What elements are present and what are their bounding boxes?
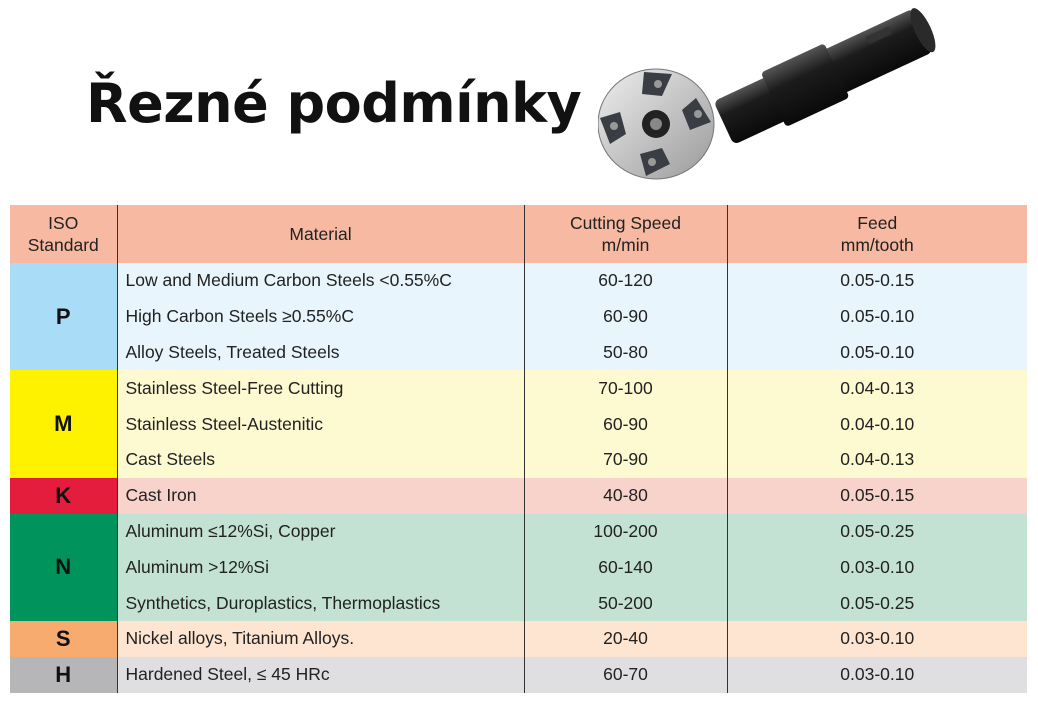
feed-cell: 0.04-0.13 bbox=[840, 377, 915, 398]
feed-cell: 0.05-0.15 bbox=[840, 485, 915, 506]
iso-group-m: M bbox=[10, 370, 117, 477]
table-header-row bbox=[10, 205, 1027, 263]
material-cell: Aluminum >12%Si bbox=[117, 549, 524, 585]
cutter-head bbox=[598, 69, 714, 179]
feed-cell: 0.05-0.25 bbox=[840, 592, 915, 613]
table-row bbox=[10, 621, 1027, 657]
iso-group-k: K bbox=[10, 478, 117, 514]
header-feed-line1: Feed bbox=[857, 213, 898, 233]
table-row bbox=[10, 442, 1027, 478]
material-cell: Low and Medium Carbon Steels <0.55%C bbox=[117, 263, 524, 299]
cutting-speed-cell: 60-140 bbox=[524, 549, 727, 585]
table-row bbox=[10, 478, 1027, 514]
feed-cell: 0.03-0.10 bbox=[840, 628, 915, 649]
header-material: Material bbox=[117, 205, 524, 263]
table-row bbox=[10, 514, 1027, 550]
feed-cell: 0.05-0.25 bbox=[840, 520, 915, 541]
material-cell: Synthetics, Duroplastics, Thermoplastics bbox=[117, 585, 524, 621]
material-cell: Stainless Steel-Free Cutting bbox=[117, 370, 524, 406]
table-row bbox=[10, 370, 1027, 406]
feed-cell: 0.05-0.10 bbox=[840, 306, 915, 327]
material-cell: High Carbon Steels ≥0.55%C bbox=[117, 299, 524, 335]
feed-cell: 0.04-0.10 bbox=[840, 413, 915, 434]
cutting-speed-cell: 40-80 bbox=[524, 478, 727, 514]
feed-cell: 0.03-0.10 bbox=[840, 556, 915, 577]
table-row bbox=[10, 657, 1027, 693]
header-feed-line2: mm/tooth bbox=[840, 235, 914, 255]
cutting-speed-cell: 50-80 bbox=[524, 335, 727, 371]
header-speed-line1: Cutting Speed bbox=[570, 213, 681, 233]
header-iso-line1: ISO bbox=[48, 213, 79, 233]
cutting-speed-cell: 60-70 bbox=[524, 657, 727, 693]
iso-group-p: P bbox=[10, 263, 117, 370]
iso-group-s: S bbox=[10, 621, 117, 657]
material-cell: Cast Iron bbox=[117, 478, 524, 514]
material-cell: Nickel alloys, Titanium Alloys. bbox=[117, 621, 524, 657]
table-row bbox=[10, 299, 1027, 335]
header-cutting-speed bbox=[524, 205, 727, 263]
material-cell: Stainless Steel-Austenitic bbox=[117, 406, 524, 442]
material-cell: Aluminum ≤12%Si, Copper bbox=[117, 514, 524, 550]
table-body bbox=[10, 263, 1027, 693]
table-row bbox=[10, 549, 1027, 585]
iso-group-h: H bbox=[10, 657, 117, 693]
material-cell: Cast Steels bbox=[117, 442, 524, 478]
header-iso-line2: Standard bbox=[27, 235, 99, 255]
feed-cell: 0.04-0.13 bbox=[840, 449, 915, 470]
iso-group-n: N bbox=[10, 514, 117, 621]
cutting-speed-cell: 60-120 bbox=[524, 263, 727, 299]
cutting-speed-cell: 70-100 bbox=[524, 370, 727, 406]
material-cell: Hardened Steel, ≤ 45 HRc bbox=[117, 657, 524, 693]
cutting-speed-cell: 100-200 bbox=[524, 514, 727, 550]
feed-cell: 0.05-0.10 bbox=[840, 341, 915, 362]
feed-cell: 0.05-0.15 bbox=[840, 270, 915, 291]
cutting-speed-cell: 20-40 bbox=[524, 621, 727, 657]
material-cell: Alloy Steels, Treated Steels bbox=[117, 335, 524, 371]
header-iso-standard bbox=[10, 205, 117, 263]
table-row bbox=[10, 406, 1027, 442]
cutting-speed-cell: 70-90 bbox=[524, 442, 727, 478]
cutting-speed-cell: 60-90 bbox=[524, 406, 727, 442]
table-row bbox=[10, 335, 1027, 371]
feed-cell: 0.03-0.10 bbox=[840, 664, 915, 685]
cutting-speed-cell: 50-200 bbox=[524, 585, 727, 621]
table-row bbox=[10, 585, 1027, 621]
table-row bbox=[10, 263, 1027, 299]
cutting-conditions-table bbox=[10, 205, 1027, 693]
header-speed-line2: m/min bbox=[601, 235, 650, 255]
page-title: Řezné podmínky bbox=[86, 72, 582, 135]
cutting-speed-cell: 60-90 bbox=[524, 299, 727, 335]
header-feed bbox=[727, 205, 1027, 263]
milling-cutter-image bbox=[598, 4, 948, 194]
